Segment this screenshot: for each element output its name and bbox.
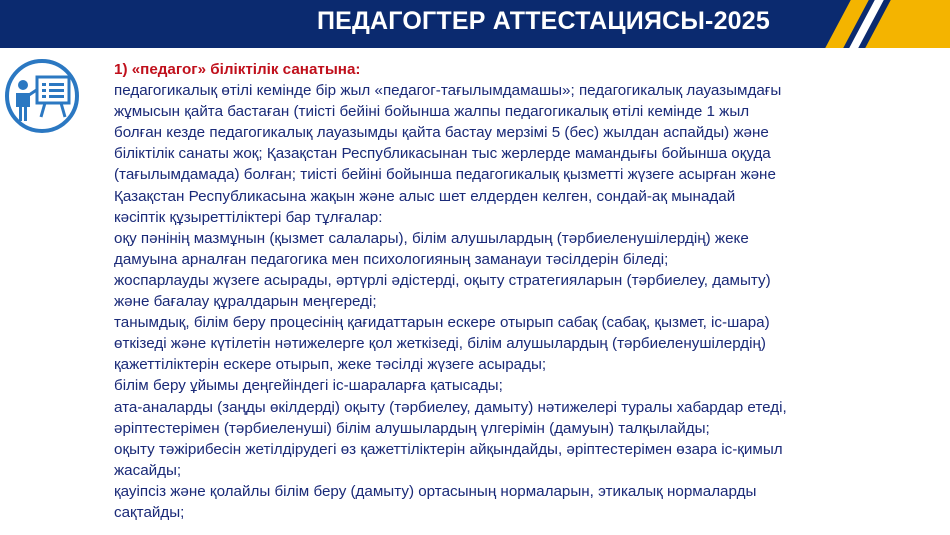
text-line: педагогикалық өтілі кемінде бір жыл «педагог-тағылымдамашы»; педагогикалық лауазымдағы	[114, 82, 782, 100]
text-line: әріптестерімен (тәрбиеленуші) білім алушылардың үлгерімін (дамуын) талқылайды;	[114, 419, 710, 437]
requirements-list	[114, 80, 914, 523]
text-line: білім беру ұйымы деңгейіндегі іс-шараларға қатысады;	[114, 377, 503, 395]
text-line: болған кезде педагогикалық лауазымды қайта бастау мерзімі 5 (бес) жылдан аспайды) және	[114, 124, 769, 142]
text-line: жоспарлауды жүзеге асырады, әртүрлі әдістерді, оқыту стратегияларын (тәрбиелеу, дамыту)	[114, 271, 771, 289]
text-line: оқу пәнінің мазмұнын (қызмет салалары), білім алушылардың (тәрбиеленушілердің) жеке	[114, 229, 749, 247]
text-line: сақтайды;	[114, 503, 185, 521]
text-line: кәсіптік құзыреттіліктері бар тұлғалар:	[114, 208, 383, 226]
text-line: қажеттіліктерін ескере отырып, жеке тәсілді жүзеге асырады;	[114, 356, 547, 374]
text-line: біліктілік санаты жоқ; Қазақстан Республикасынан тыс жерлерде мамандығы бойынша оқуда	[114, 145, 771, 163]
text-line: жасайды;	[114, 461, 182, 479]
page-title: ПЕДАГОГТЕР АТТЕСТАЦИЯСЫ-2025	[316, 7, 770, 35]
text-line: Қазақстан Республикасына жақын және алыс шет елдерден келген, сондай-ақ мынадай	[114, 187, 736, 205]
qualification-text	[114, 59, 914, 523]
section-heading: 1) «педагог» біліктілік санатына:	[114, 61, 361, 78]
text-line: өткізеді және күтілетін нәтижелерге қол жеткізеді, білім алушылардың (тәрбиеленушілердің)	[114, 335, 766, 353]
text-line: қауіпсіз және қолайлы білім беру (дамыту) ортасының нормаларын, этикалық нормаларды	[114, 482, 757, 500]
text-line: жұмысын қайта бастаған (тиісті бейіні бойынша жалпы педагогикалық өтілі кемінде 1 жыл	[114, 103, 750, 121]
text-line: (тағылымдамада) болған; тиісті бейіні бойынша педагогикалық қызметті жүзеге асырған және	[114, 166, 776, 184]
text-line: ата-аналарды (заңды өкілдерді) оқыту (тәрбиелеу, дамыту) нәтижелері туралы хабардар етеді,	[114, 398, 787, 416]
text-line: танымдық, білім беру процесінің қағидаттарын ескере отырып сабақ (сабақ, қызмет, іс-шара)	[114, 314, 770, 332]
title-banner	[0, 0, 950, 48]
text-line: оқыту тәжірибесін жетілдірудегі өз қажеттіліктерін айқындайды, әріптестерімен өзара іс-қимыл	[114, 440, 783, 458]
teacher-presentation-icon	[3, 53, 81, 139]
text-line: дамуына арналған педагогика мен психологияның заманауи тәсілдерін біледі;	[114, 250, 669, 268]
text-line: және бағалау құралдарын меңгереді;	[114, 293, 377, 311]
